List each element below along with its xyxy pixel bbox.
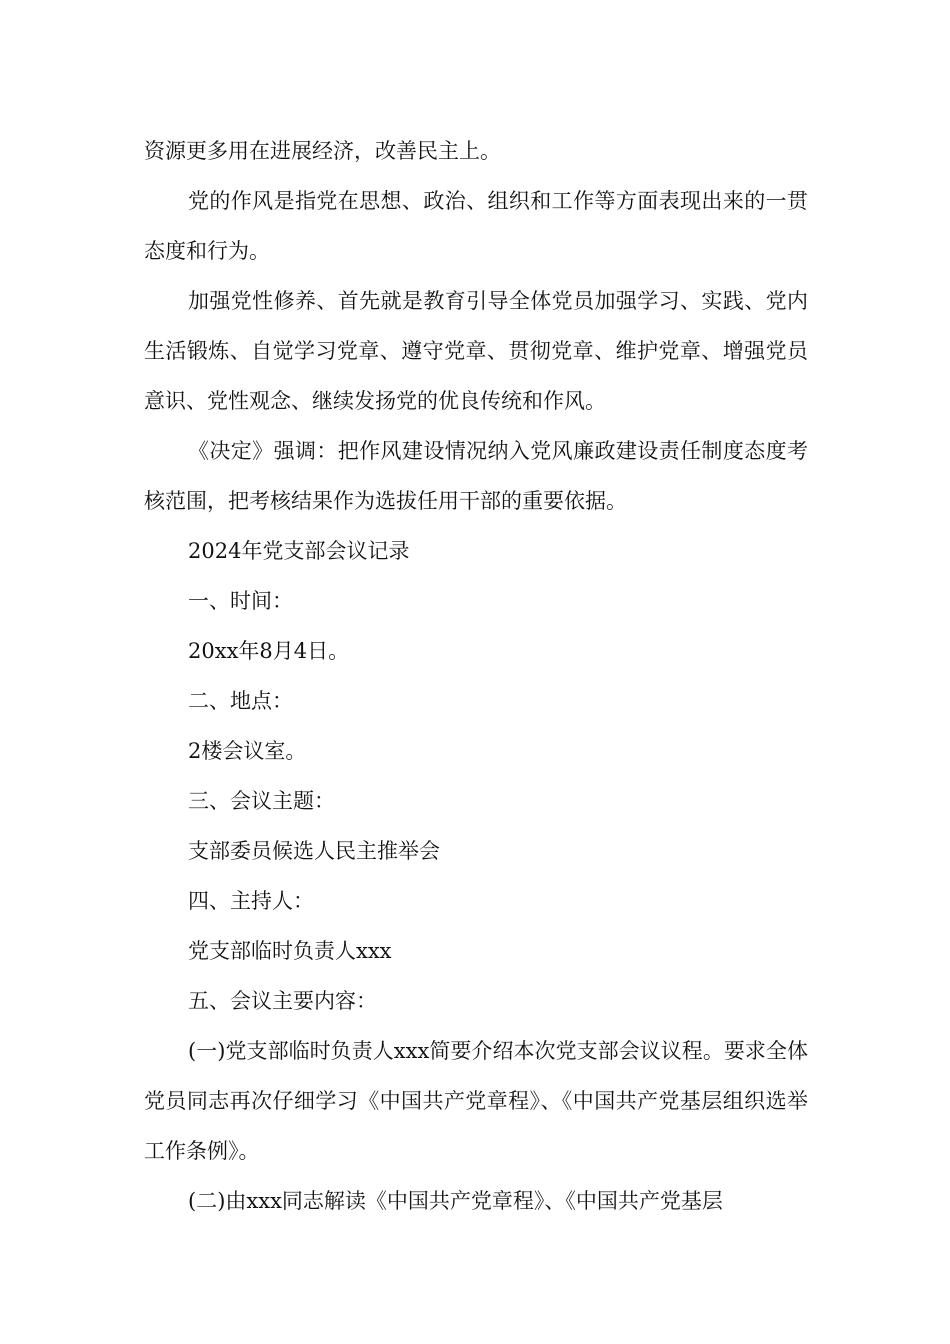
value-time: 20xx年8月4日。 <box>188 639 350 663</box>
heading-content: 五、会议主要内容： <box>188 989 377 1013</box>
paragraph-2: 党的作风是指党在思想、政治、组织和工作等方面表现出来的一贯态度和行为。 <box>144 189 808 263</box>
heading-host: 四、主持人： <box>188 889 314 913</box>
content-item-1: (一)党支部临时负责人xxx简要介绍本次党支部会议议程。要求全体党员同志再次仔细学习《中国共产党章程》、《中国共产党基层组织选举工作条例》。 <box>144 1039 808 1163</box>
value-host: 党支部临时负责人xxx <box>188 939 392 963</box>
paragraph-1: 资源更多用在进展经济，改善民主上。 <box>144 139 501 163</box>
section-title: 2024年党支部会议记录 <box>188 539 410 563</box>
heading-topic: 三、会议主题： <box>188 789 335 813</box>
value-location: 2楼会议室。 <box>188 739 307 763</box>
heading-location: 二、地点： <box>188 689 293 713</box>
content-item-2: (二)由xxx同志解读《中国共产党章程》、《中国共产党基层 <box>188 1189 723 1213</box>
document-body <box>144 126 808 1226</box>
value-topic: 支部委员候选人民主推举会 <box>188 839 440 863</box>
paragraph-4: 《决定》强调：把作风建设情况纳入党风廉政建设责任制度态度考核范围，把考核结果作为选拔任用干部的重要依据。 <box>144 439 808 513</box>
paragraph-3: 加强党性修养、首先就是教育引导全体党员加强学习、实践、党内生活锻炼、自觉学习党章、遵守党章、贯彻党章、维护党章、增强党员意识、党性观念、继续发扬党的优良传统和作风。 <box>144 289 808 413</box>
heading-time: 一、时间： <box>188 589 293 613</box>
